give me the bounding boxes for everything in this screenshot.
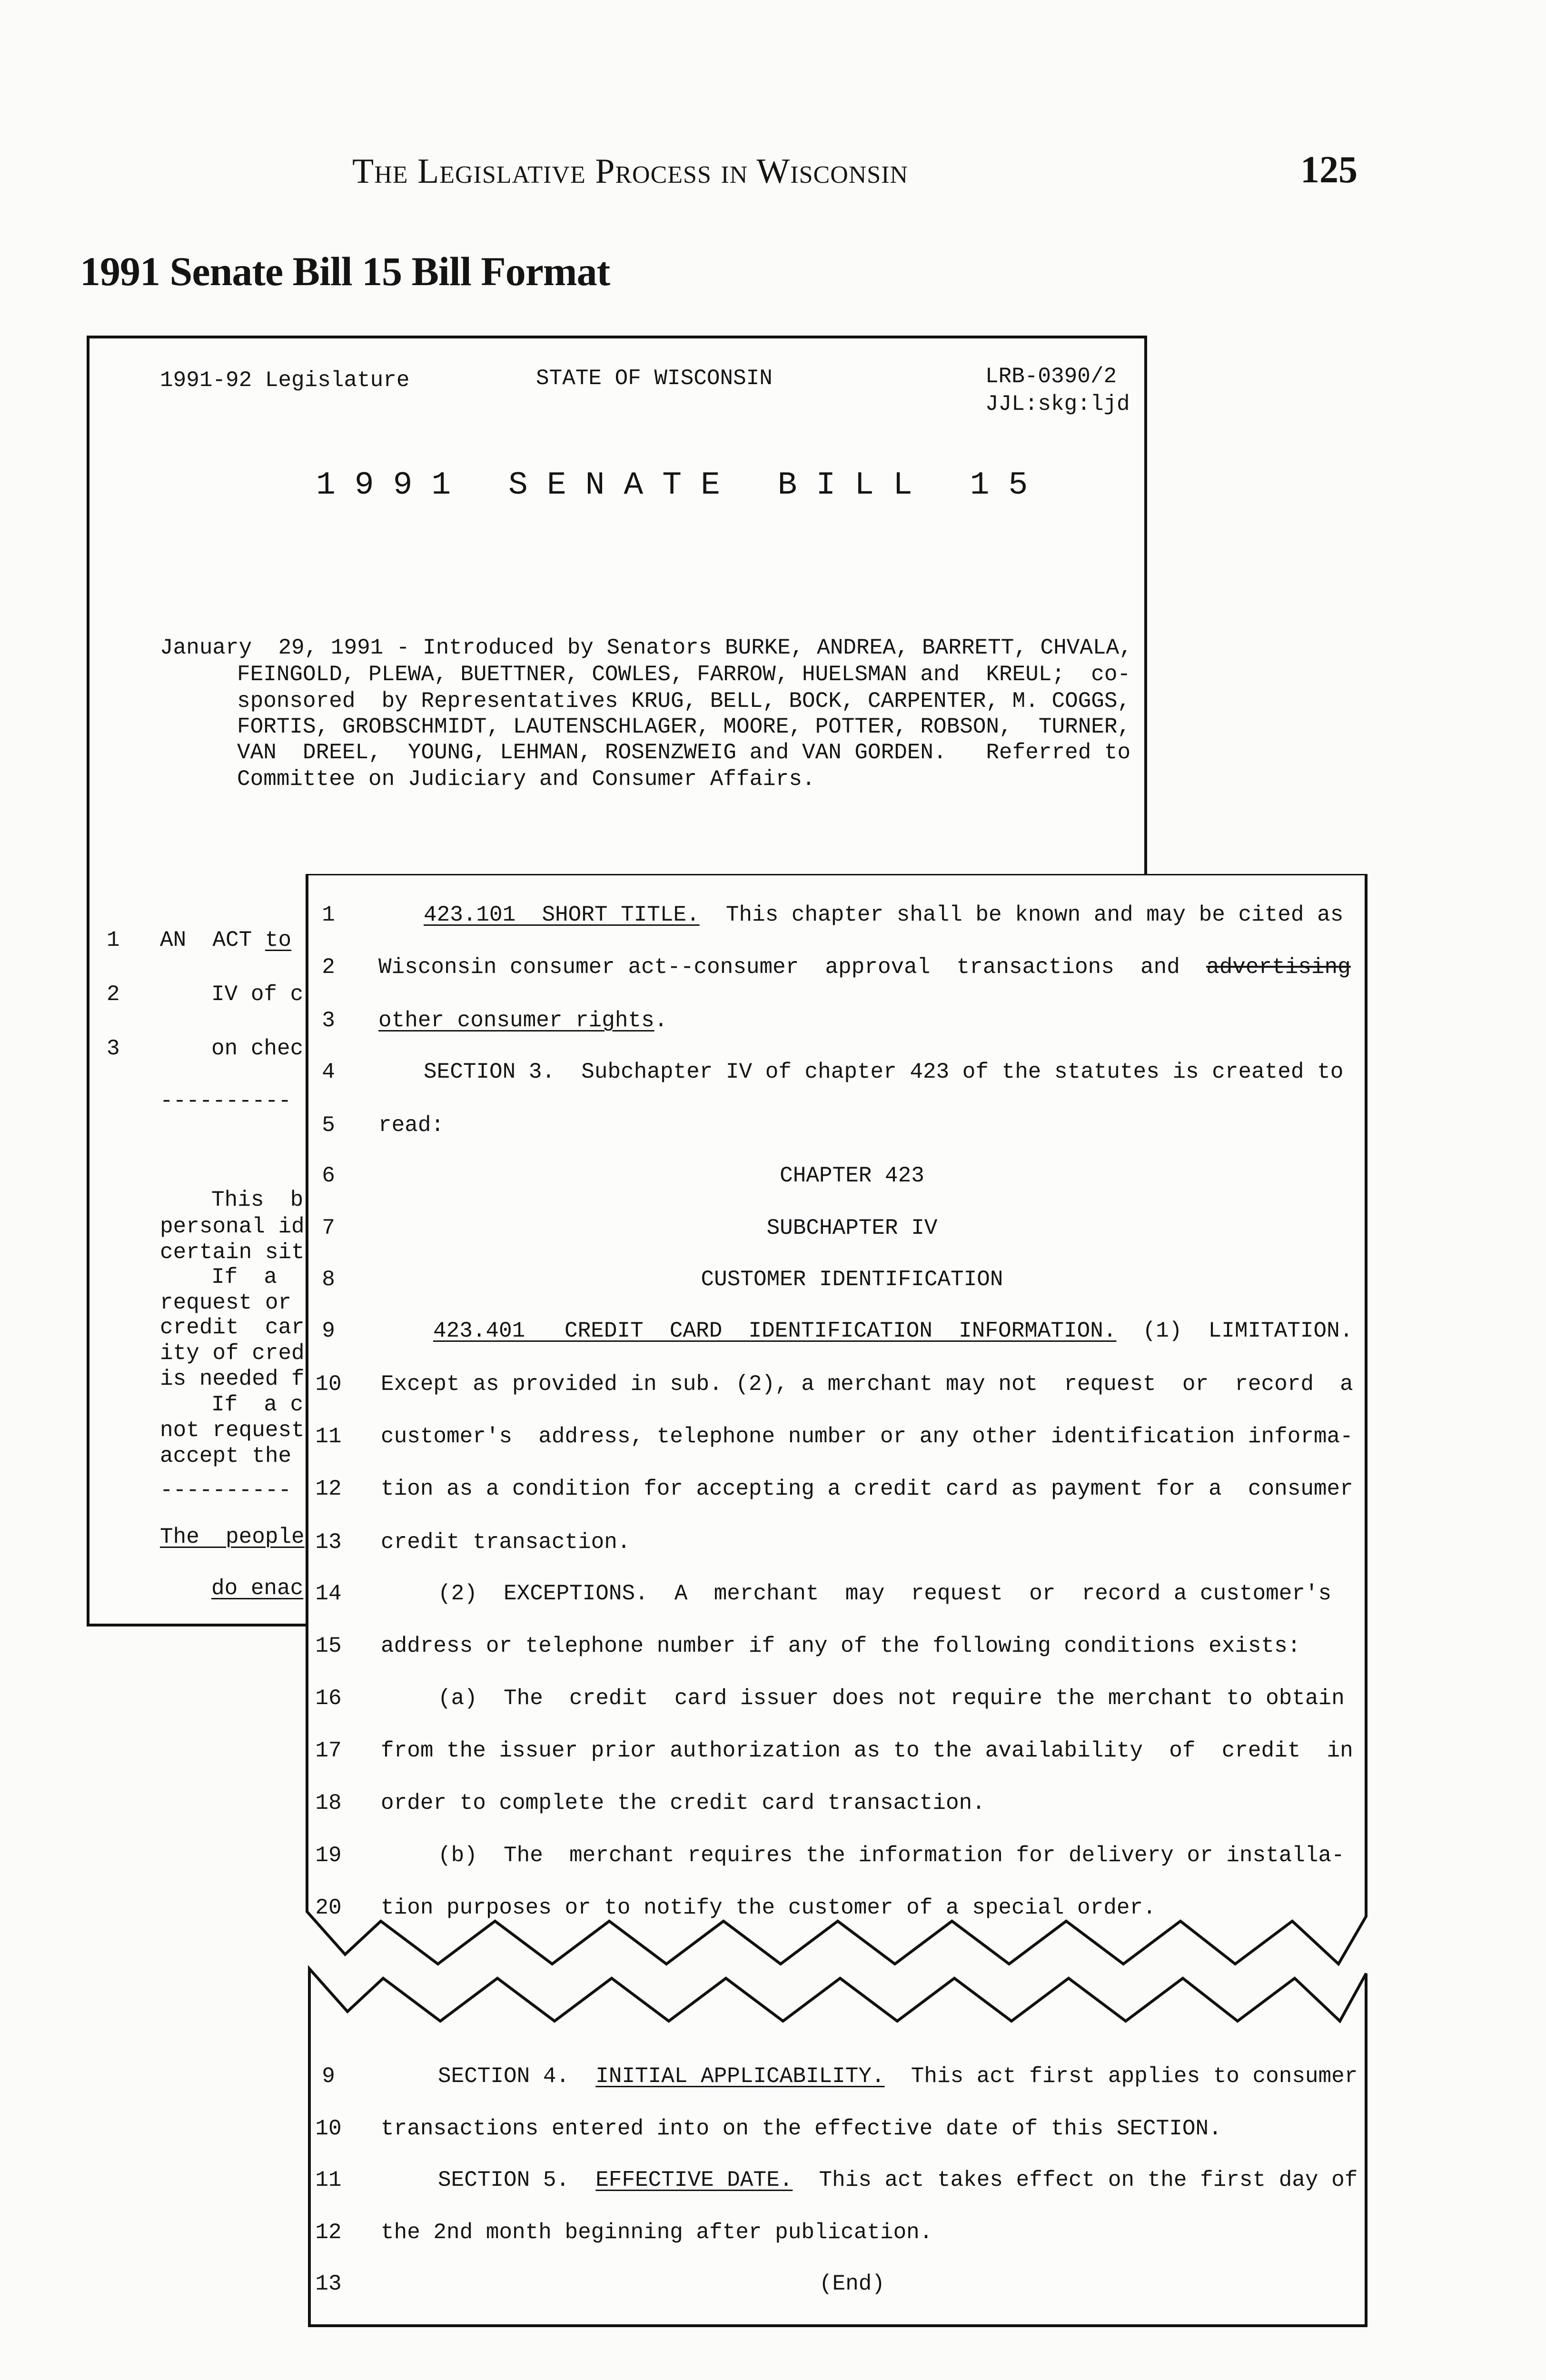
drafter-initials: JJL:skg:ljd: [985, 392, 1130, 416]
intro-line: FORTIS, GROBSCHMIDT, LAUTENSCHLAGER, MOORE, POTTER, ROBSON, TURNER,: [237, 714, 1131, 739]
bill-text-line: [438, 2168, 1358, 2192]
bill-text-line: [381, 1634, 1300, 1658]
legislature-label: 1991-92 Legislature: [160, 368, 410, 393]
bill-text-line: [381, 1895, 1156, 1920]
intro-line: sponsored by Representatives KRUG, BELL, BOCK, CARPENTER, M. COGGS,: [237, 689, 1131, 714]
line-number: 12: [315, 1477, 342, 1501]
line-number: 18: [315, 1791, 342, 1815]
line-number: 11: [315, 2168, 342, 2192]
text-segment: order to complete the credit card transaction.: [381, 1791, 985, 1815]
enacting-clause: do enac: [211, 1576, 304, 1601]
bill-text-line: [378, 955, 1351, 980]
text-segment: tion as a condition for accepting a credit card as payment for a consumer: [381, 1477, 1353, 1501]
text-segment: (a) The credit card issuer does not require the merchant to obtain: [438, 1686, 1345, 1711]
line-number: 12: [315, 2220, 342, 2245]
line-number: 11: [315, 1424, 342, 1449]
text-segment: This chapter shall be known and may be cited as: [699, 902, 1344, 927]
bill-text-line: [376, 2271, 1328, 2296]
text-segment: credit transaction.: [381, 1530, 631, 1555]
bill-text-line: [424, 1060, 1343, 1084]
line-number: 2: [107, 982, 120, 1007]
bill-text-line: [378, 1113, 444, 1138]
document-title: 1991 Senate Bill 15 Bill Format: [80, 248, 610, 294]
divider-dashes: ----------: [160, 1478, 292, 1503]
underlined-new-text: 423.101 SHORT TITLE.: [424, 902, 700, 927]
text-segment: SECTION 3. Subchapter IV of chapter 423 of the statutes is created to: [424, 1060, 1344, 1084]
bill-text-page: [305, 874, 1368, 2328]
line-number: 1: [322, 902, 335, 927]
text-segment: (1) LIMITATION.: [1116, 1319, 1353, 1343]
line-number: 13: [315, 1530, 342, 1555]
text-segment: CUSTOMER IDENTIFICATION: [701, 1267, 1003, 1292]
line-number: 6: [322, 1163, 335, 1188]
bill-text-line: [438, 2064, 1358, 2089]
line-number: 19: [315, 1843, 342, 1868]
line-number: 7: [322, 1216, 335, 1240]
bill-text-line: [381, 1530, 631, 1555]
bill-text-line: [438, 1581, 1331, 1606]
intro-line: January 29, 1991 - Introduced by Senators BURKE, ANDREA, BARRETT, CHVALA,: [160, 635, 1132, 660]
text-segment: (2) EXCEPTIONS. A merchant may request or record a customer's: [438, 1581, 1332, 1606]
line-number: 3: [107, 1036, 120, 1061]
act-words: AN ACT: [160, 928, 252, 952]
analysis-fragment: not request: [160, 1418, 305, 1443]
text-segment: address or telephone number if any of the following conditions exists:: [381, 1634, 1301, 1658]
bill-text-line: [381, 2220, 932, 2245]
text-segment: This act first applies to consumer: [884, 2064, 1358, 2089]
text-segment: Except as provided in sub. (2), a merchant may not request or record a: [381, 1372, 1353, 1397]
text-segment: SUBCHAPTER IV: [766, 1216, 938, 1240]
enacting-clause: The people: [160, 1525, 305, 1549]
text-segment: CHAPTER 423: [780, 1163, 924, 1188]
intro-line: Committee on Judiciary and Consumer Affairs.: [237, 767, 815, 792]
bill-text-line: [381, 1791, 985, 1815]
analysis-fragment: is needed f: [160, 1367, 305, 1391]
line-number: 3: [322, 1008, 335, 1033]
state-label: STATE OF WISCONSIN: [536, 366, 773, 391]
bill-text-line: [438, 1843, 1345, 1868]
act-line: on chec: [211, 1036, 304, 1061]
analysis-fragment: certain sit: [160, 1240, 305, 1265]
stricken-text: advertising: [1206, 955, 1351, 980]
text-segment: (End): [819, 2271, 885, 2296]
line-number: 9: [322, 1319, 335, 1343]
text-segment: SECTION 4.: [438, 2064, 596, 2089]
line-number: 8: [322, 1267, 335, 1292]
line-number: 14: [315, 1581, 342, 1606]
underlined-new-text: INITIAL APPLICABILITY.: [595, 2064, 885, 2089]
text-segment: SECTION 5.: [438, 2168, 596, 2192]
bill-text-line: [438, 1686, 1345, 1711]
bill-text-line: [376, 1216, 1328, 1240]
line-number: 17: [315, 1738, 342, 1763]
line-number: 10: [315, 1372, 342, 1397]
text-segment: (b) The merchant requires the information for delivery or installa-: [438, 1843, 1345, 1868]
bill-text-line: [376, 1267, 1328, 1292]
text-segment: read:: [378, 1113, 445, 1138]
analysis-fragment: accept the: [160, 1444, 292, 1468]
bill-text-line: [381, 2116, 1222, 2141]
act-line: IV of c: [211, 982, 304, 1007]
divider-dashes: ----------: [160, 1089, 292, 1113]
intro-line: VAN DREEL, YOUNG, LEHMAN, ROSENZWEIG and VAN GORDEN. Referred to: [237, 740, 1131, 765]
bill-text-line: [433, 1319, 1353, 1343]
text-segment: .: [654, 1008, 668, 1033]
line-number: 16: [315, 1686, 342, 1711]
underlined-new-text: 423.401 CREDIT CARD IDENTIFICATION INFORMATION.: [433, 1319, 1117, 1343]
text-segment: transactions entered into on the effective date of this SECTION.: [381, 2116, 1222, 2141]
bill-title: 1991 SENATE BILL 15: [316, 467, 1047, 504]
bill-text-line: [378, 1008, 667, 1033]
bill-text-line: [376, 1163, 1328, 1188]
analysis-fragment: If a: [211, 1265, 277, 1289]
line-number: 4: [322, 1060, 335, 1084]
text-segment: the 2nd month beginning after publication.: [381, 2220, 933, 2245]
analysis-fragment: credit car: [160, 1315, 305, 1340]
page-number: 125: [1300, 149, 1358, 191]
act-line: [160, 928, 291, 952]
intro-line: FEINGOLD, PLEWA, BUETTNER, COWLES, FARROW, HUELSMAN and KREUL; co-: [237, 662, 1131, 687]
underlined-new-text: EFFECTIVE DATE.: [595, 2168, 793, 2192]
text-segment: Wisconsin consumer act--consumer approval transactions and: [378, 955, 1207, 980]
text-segment: This act takes effect on the first day of: [793, 2168, 1358, 2192]
text-segment: from the issuer prior authorization as to the availability of credit in: [381, 1738, 1353, 1763]
underlined-new-text: other consumer rights: [378, 1008, 654, 1033]
analysis-fragment: This b: [211, 1188, 304, 1212]
line-number: 5: [322, 1113, 335, 1138]
line-number: 2: [322, 955, 335, 980]
analysis-fragment: If a c: [211, 1392, 304, 1417]
analysis-fragment: request or: [160, 1290, 292, 1315]
bill-text-line: [381, 1372, 1353, 1397]
bill-text-line: [381, 1738, 1353, 1763]
line-number: 10: [315, 2116, 342, 2141]
line-number: 9: [322, 2064, 335, 2089]
running-head: The Legislative Process in Wisconsin: [352, 152, 909, 191]
bill-text-line: [424, 902, 1343, 927]
line-number: 1: [107, 928, 120, 952]
act-underlined-word: to: [265, 928, 292, 952]
text-segment: tion purposes or to notify the customer of a special order.: [381, 1895, 1156, 1920]
bill-text-line: [381, 1477, 1353, 1501]
text-segment: customer's address, telephone number or any other identification informa-: [381, 1424, 1353, 1449]
line-number: 20: [315, 1895, 342, 1920]
line-number: 15: [315, 1634, 342, 1658]
bill-text-line: [381, 1424, 1353, 1449]
line-number: 13: [315, 2271, 342, 2296]
analysis-fragment: ity of cred: [160, 1341, 305, 1366]
analysis-fragment: personal id: [160, 1214, 305, 1239]
lrb-number: LRB-0390/2: [985, 364, 1117, 389]
